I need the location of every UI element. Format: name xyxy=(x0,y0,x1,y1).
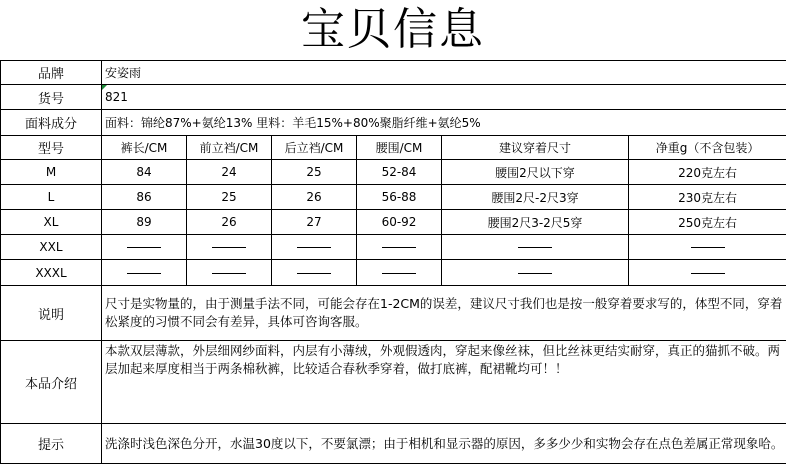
size-cell: 25 xyxy=(187,185,272,210)
size-cell: 26 xyxy=(272,185,357,210)
size-cell: 220克左右 xyxy=(629,160,786,185)
size-row-l xyxy=(1,185,786,210)
empty-dash-cell xyxy=(102,235,187,260)
size-row-xxxl xyxy=(1,260,786,286)
fabric-value: 面料：锦纶87%+氨纶13% 里料：羊毛15%+80%聚脂纤维+氨纶5% xyxy=(102,110,786,136)
brand-value: 安姿雨 xyxy=(102,61,786,85)
empty-dash-cell xyxy=(629,235,786,260)
dash-mark xyxy=(212,273,246,274)
empty-dash-cell xyxy=(442,235,629,260)
note-label: 说明 xyxy=(1,286,102,341)
size-cell: 25 xyxy=(272,160,357,185)
dash-mark xyxy=(297,273,331,274)
dash-mark xyxy=(518,247,552,248)
size-header-cell: 前立裆/CM xyxy=(187,136,272,160)
size-header-cell: 腰围/CM xyxy=(357,136,442,160)
intro-label: 本品介绍 xyxy=(1,341,102,424)
item-no-label: 货号 xyxy=(1,85,102,110)
note-row xyxy=(1,286,786,341)
size-row-xxl xyxy=(1,235,786,260)
fabric-row xyxy=(1,110,786,136)
empty-dash-cell xyxy=(442,260,629,286)
empty-dash-cell xyxy=(272,235,357,260)
dash-mark xyxy=(691,247,725,248)
size-cell: 89 xyxy=(102,210,187,235)
size-cell: 86 xyxy=(102,185,187,210)
size-cell: 84 xyxy=(102,160,187,185)
size-cell: L xyxy=(1,185,102,210)
size-cell: XXXL xyxy=(1,260,102,286)
tip-row xyxy=(1,424,786,464)
size-cell: 腰围2尺-2尺3穿 xyxy=(442,185,629,210)
dash-mark xyxy=(297,247,331,248)
size-header-row xyxy=(1,136,786,160)
intro-value: 本款双层薄款，外层细网纱面料，内层有小薄绒，外观假透肉，穿起来像丝袜，但比丝袜更结实耐穿，真正的猫抓不破。两层加起来厚度相当于两条棉秋裤，比较适合春秋季穿着，做打底裤，配裙靴均可！！ xyxy=(102,341,786,424)
dash-mark xyxy=(127,247,161,248)
item-no-value: 821 xyxy=(102,85,786,110)
empty-dash-cell xyxy=(187,260,272,286)
dash-mark xyxy=(518,273,552,274)
size-cell: M xyxy=(1,160,102,185)
item-no-row xyxy=(1,85,786,110)
size-header-cell: 裤长/CM xyxy=(102,136,187,160)
dash-mark xyxy=(691,273,725,274)
size-cell: XXL xyxy=(1,235,102,260)
size-cell: 24 xyxy=(187,160,272,185)
intro-row xyxy=(1,341,786,424)
size-cell: 腰围2尺以下穿 xyxy=(442,160,629,185)
size-header-cell: 后立裆/CM xyxy=(272,136,357,160)
empty-dash-cell xyxy=(629,260,786,286)
brand-row xyxy=(1,61,786,85)
dash-mark xyxy=(382,247,416,248)
product-info-table xyxy=(0,60,786,464)
page-title: 宝贝信息 xyxy=(0,0,786,61)
dash-mark xyxy=(127,273,161,274)
size-row-m xyxy=(1,160,786,185)
brand-label: 品牌 xyxy=(1,61,102,85)
tip-value: 洗涤时浅色深色分开，水温30度以下，不要氯漂；由于相机和显示器的原因，多多少少和实物会存在点色差属正常现象哈。 xyxy=(102,424,786,464)
size-cell: 230克左右 xyxy=(629,185,786,210)
size-cell: 52-84 xyxy=(357,160,442,185)
empty-dash-cell xyxy=(187,235,272,260)
size-header-cell: 型号 xyxy=(1,136,102,160)
size-header-cell: 净重g（不含包装） xyxy=(629,136,786,160)
note-value: 尺寸是实物量的，由于测量手法不同，可能会存在1-2CM的误差，建议尺寸我们也是按一般穿着要求写的，体型不同，穿着松紧度的习惯不同会有差异，具体可咨询客服。 xyxy=(102,286,786,341)
dash-mark xyxy=(212,247,246,248)
empty-dash-cell xyxy=(357,260,442,286)
dash-mark xyxy=(382,273,416,274)
size-cell: 250克左右 xyxy=(629,210,786,235)
empty-dash-cell xyxy=(102,260,187,286)
size-cell: XL xyxy=(1,210,102,235)
size-cell: 26 xyxy=(187,210,272,235)
size-row-xl xyxy=(1,210,786,235)
size-cell: 60-92 xyxy=(357,210,442,235)
size-cell: 腰围2尺3-2尺5穿 xyxy=(442,210,629,235)
fabric-label: 面料成分 xyxy=(1,110,102,136)
empty-dash-cell xyxy=(272,260,357,286)
empty-dash-cell xyxy=(357,235,442,260)
tip-label: 提示 xyxy=(1,424,102,464)
size-cell: 56-88 xyxy=(357,185,442,210)
size-cell: 27 xyxy=(272,210,357,235)
size-header-cell: 建议穿着尺寸 xyxy=(442,136,629,160)
